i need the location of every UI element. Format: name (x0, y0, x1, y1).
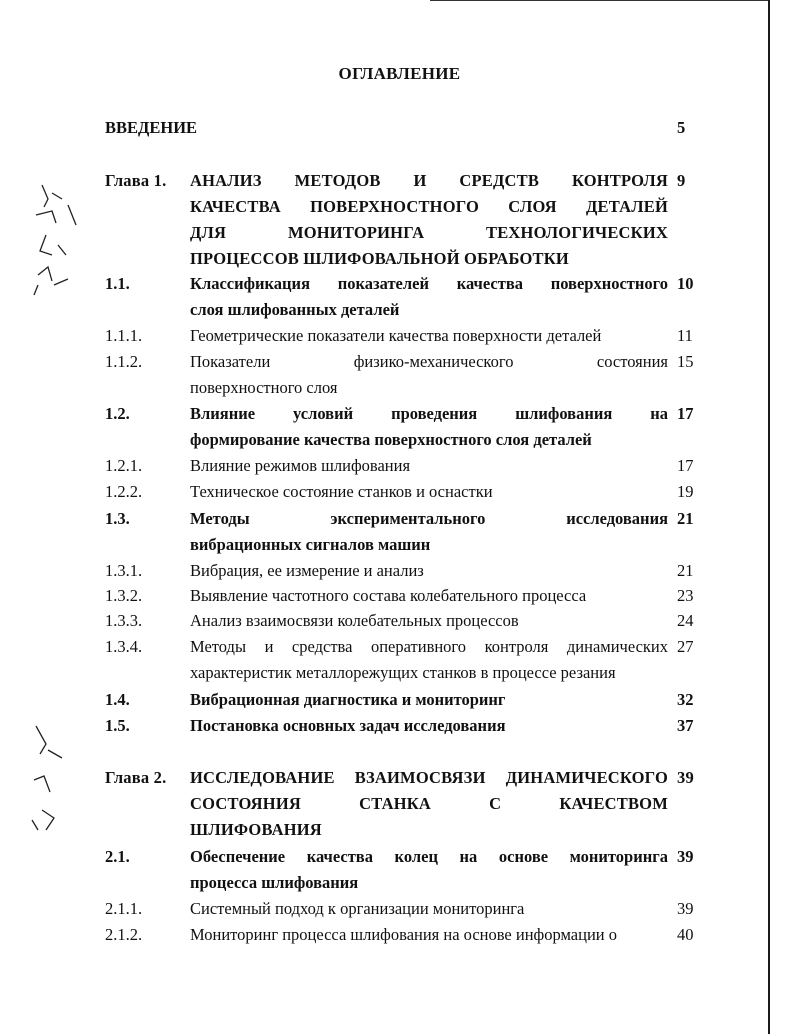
entry-title: Анализ взаимосвязи колебательных процессов (190, 611, 519, 630)
entry-page: 21 (677, 561, 694, 580)
entry-page: 39 (677, 768, 694, 787)
toc-title: ОГЛАВЛЕНИЕ (338, 64, 461, 83)
entry-page: 37 (677, 716, 694, 735)
scan-edge-right (768, 0, 770, 1034)
entry-title: Методы и средства оперативного контроля динамических характеристик металлорежущих станков в процессе резания (190, 637, 668, 682)
entry-title: Постановка основных задач исследования (190, 716, 506, 735)
entry-number: 1.4. (105, 690, 130, 709)
scan-edge-top (430, 0, 770, 1)
entry-number: Глава 2. (105, 768, 167, 787)
entry-title: Методы экспериментального исследования вибрационных сигналов машин (190, 509, 668, 554)
entry-page: 15 (677, 352, 694, 371)
entry-page: 24 (677, 611, 694, 630)
entry-title: АНАЛИЗ МЕТОДОВ И СРЕДСТВ КОНТРОЛЯ КАЧЕСТВА ПОВЕРХНОСТНОГО СЛОЯ ДЕТАЛЕЙ ДЛЯ МОНИТОРИНГА ТЕХНОЛОГИЧЕСКИХ ПРОЦЕССОВ ШЛИФОВАЛЬНОЙ ОБРАБОТКИ (190, 171, 668, 268)
entry-page: 40 (677, 925, 694, 944)
entry-number: 1.3.4. (105, 637, 143, 656)
entry-number: 2.1.1. (105, 899, 143, 918)
entry-title: ИССЛЕДОВАНИЕ ВЗАИМОСВЯЗИ ДИНАМИЧЕСКОГО СОСТОЯНИЯ СТАНКА С КАЧЕСТВОМ ШЛИФОВАНИЯ (190, 768, 668, 839)
entry-title: Классификация показателей качества поверхностного слоя шлифованных деталей (190, 274, 668, 319)
entry-title: Показатели физико-механического состояния поверхностного слоя (190, 352, 668, 397)
entry-page: 21 (677, 509, 694, 528)
entry-title: Геометрические показатели качества поверхности деталей (190, 326, 602, 345)
entry-page: 17 (677, 456, 694, 475)
entry-title: Вибрационная диагностика и мониторинг (190, 690, 506, 709)
entry-title: Мониторинг процесса шлифования на основе информации о (190, 925, 617, 944)
entry-number: 1.1.2. (105, 352, 143, 371)
entry-page: 39 (677, 899, 694, 918)
entry-page: 17 (677, 404, 694, 423)
entry-number: 1.1.1. (105, 326, 143, 345)
entry-title: Техническое состояние станков и оснастки (190, 482, 493, 501)
entry-number: 1.3.2. (105, 586, 143, 605)
entry-page: 32 (677, 690, 694, 709)
entry-number: 1.2.2. (105, 482, 143, 501)
entry-title: Обеспечение качества колец на основе мониторинга процесса шлифования (190, 847, 668, 892)
scan-noise-mid-left (28, 720, 88, 840)
entry-number: 1.5. (105, 716, 130, 735)
entry-title: Влияние режимов шлифования (190, 456, 411, 475)
entry-title: Влияние условий проведения шлифования на формирование качества поверхностного слоя деталей (190, 404, 668, 449)
entry-title: Системный подход к организации мониторинга (190, 899, 525, 918)
entry-number: 2.1.2. (105, 925, 143, 944)
entry-number: 1.2.1. (105, 456, 143, 475)
entry-title: Вибрация, ее измерение и анализ (190, 561, 424, 580)
entry-number: 1.2. (105, 404, 130, 423)
entry-page: 27 (677, 637, 694, 656)
entry-page: 23 (677, 586, 694, 605)
entry-page: 11 (677, 326, 693, 345)
entry-title: Выявление частотного состава колебательного процесса (190, 586, 587, 605)
entry-page: 39 (677, 847, 694, 866)
entry-number: 1.3.3. (105, 611, 143, 630)
entry-number: Глава 1. (105, 171, 167, 190)
entry-label: ВВЕДЕНИЕ (105, 118, 198, 137)
entry-number: 1.1. (105, 274, 130, 293)
scan-noise-top-left (28, 175, 108, 310)
entry-page: 9 (677, 171, 686, 190)
entry-number: 2.1. (105, 847, 130, 866)
entry-number: 1.3. (105, 509, 130, 528)
entry-page: 5 (677, 118, 686, 137)
entry-page: 19 (677, 482, 694, 501)
entry-number: 1.3.1. (105, 561, 143, 580)
entry-page: 10 (677, 274, 694, 293)
